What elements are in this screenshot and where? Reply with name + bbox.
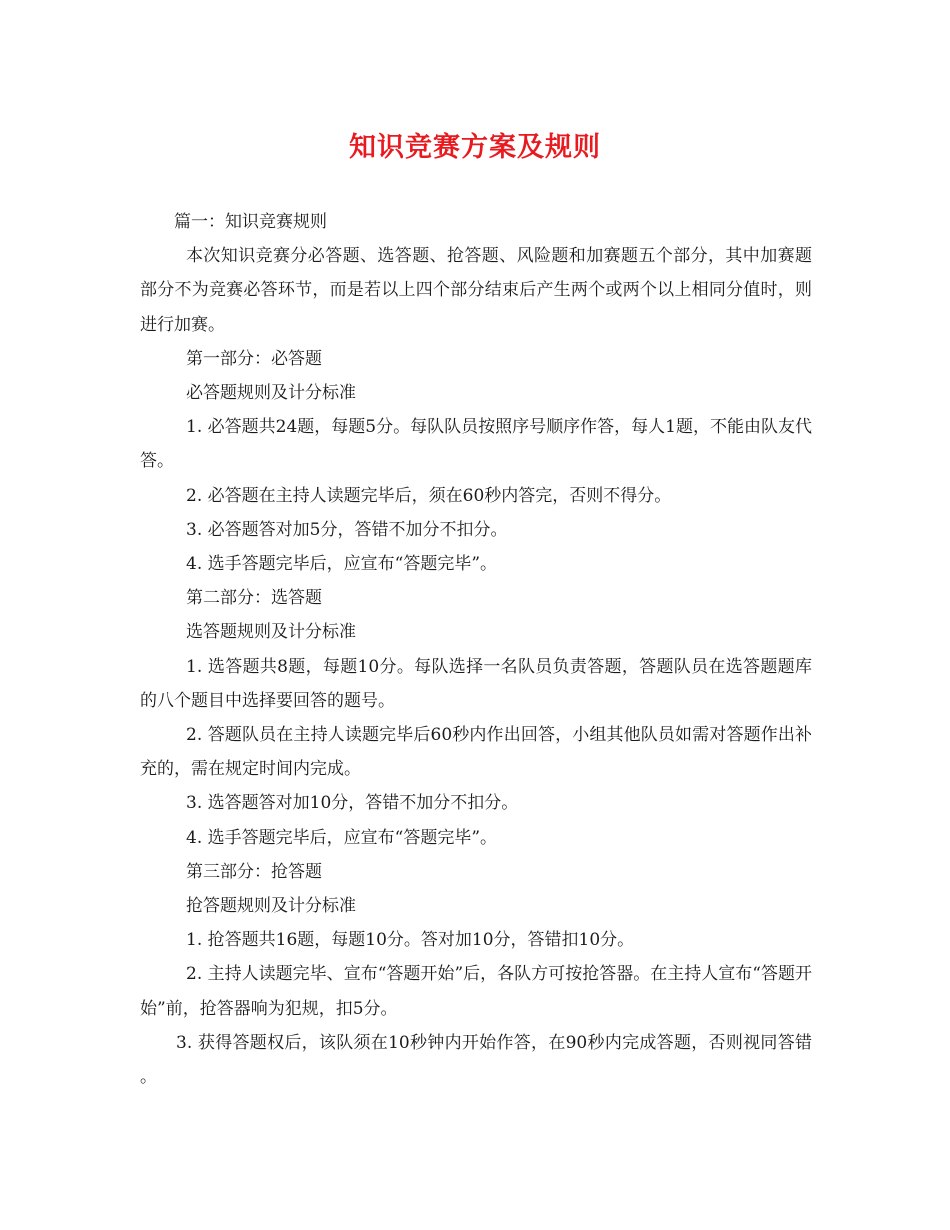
part-heading-optional: 第二部分：选答题 bbox=[186, 588, 322, 609]
rules-heading-required: 必答题规则及计分标准 bbox=[186, 383, 356, 404]
rule-optional-2: 2. 答题队员在主持人读题完毕后60秒内作出回答，小组其他队员如需对答题作出补充的，需在规定时间内完成。 bbox=[140, 725, 812, 780]
rules-heading-buzzer: 抢答题规则及计分标准 bbox=[186, 896, 356, 917]
rule-buzzer-1: 1. 抢答题共16题，每题10分。答对加10分，答错扣10分。 bbox=[186, 930, 635, 951]
rule-required-4: 4. 选手答题完毕后，应宣布“答题完毕”。 bbox=[186, 554, 498, 575]
intro-paragraph: 本次知识竞赛分必答题、选答题、抢答题、风险题和加赛题五个部分，其中加赛题部分不为竞赛必答环节，而是若以上四个部分结束后产生两个或两个以上相同分值时，则进行加赛。 bbox=[140, 246, 812, 335]
document-title: 知识竞赛方案及规则 bbox=[349, 132, 601, 163]
rule-buzzer-3: 3. 获得答题权后，该队须在10秒钟内开始作答，在90秒内完成答题，否则视同答错。 bbox=[140, 1032, 812, 1088]
rules-heading-optional: 选答题规则及计分标准 bbox=[186, 622, 356, 643]
rule-required-3: 3. 必答题答对加5分，答错不加分不扣分。 bbox=[186, 519, 508, 540]
section-heading-part1: 篇一：知识竞赛规则 bbox=[174, 212, 327, 232]
rule-optional-4: 4. 选手答题完毕后，应宣布“答题完毕”。 bbox=[186, 827, 498, 848]
rule-optional-3: 3. 选答题答对加10分，答错不加分不扣分。 bbox=[186, 793, 519, 814]
part-heading-required: 第一部分：必答题 bbox=[186, 348, 322, 369]
document-body bbox=[140, 205, 812, 1094]
rule-optional-1: 1. 选答题共8题，每题10分。每队选择一名队员负责答题，答题队员在选答题题库的八个题目中选择要回答的题号。 bbox=[140, 656, 812, 711]
rule-required-1: 1. 必答题共24题，每题5分。每队队员按照序号顺序作答，每人1题，不能由队友代答。 bbox=[140, 417, 812, 472]
rule-required-2: 2. 必答题在主持人读题完毕后，须在60秒内答完，否则不得分。 bbox=[186, 485, 672, 506]
rule-buzzer-2: 2. 主持人读题完毕、宣布“答题开始”后，各队方可按抢答器。在主持人宣布“答题开始”前，抢答器响为犯规，扣5分。 bbox=[140, 964, 812, 1019]
part-heading-buzzer: 第三部分：抢答题 bbox=[186, 861, 322, 882]
